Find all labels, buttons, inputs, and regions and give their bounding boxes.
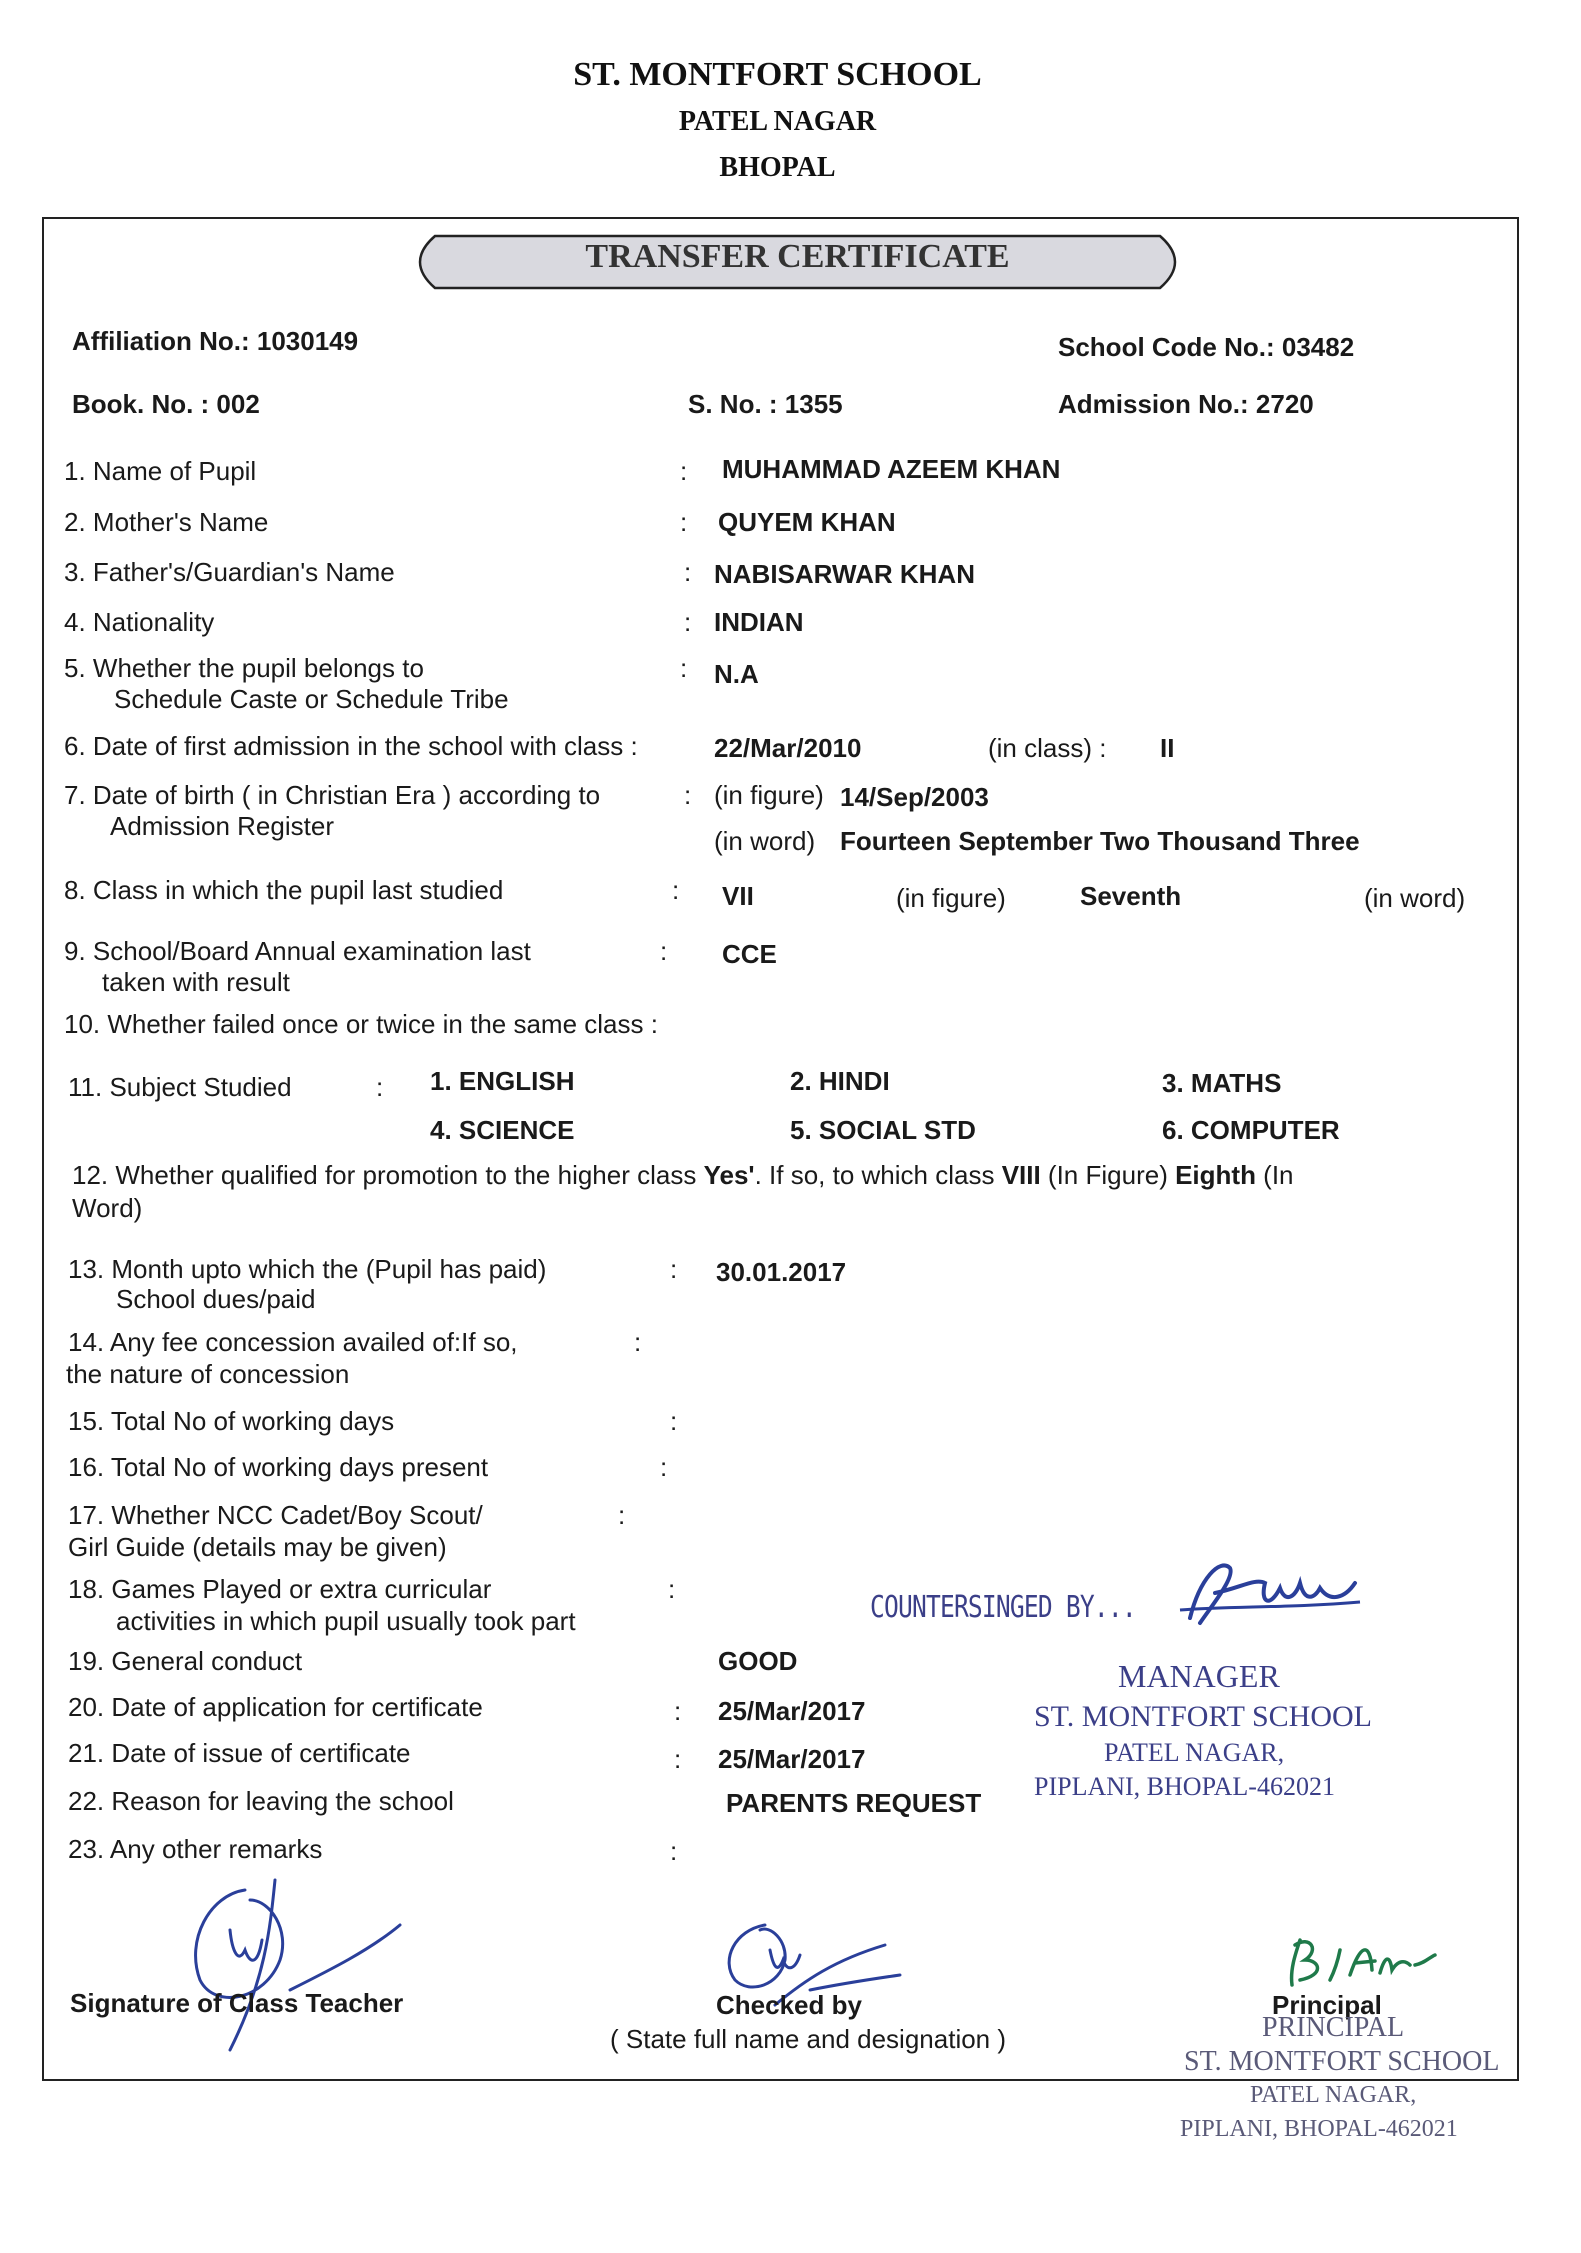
mother-name-value: QUYEM KHAN (718, 507, 896, 537)
principal-stamp-locality: PATEL NAGAR, (1250, 2082, 1417, 2108)
colon: : (618, 1500, 626, 1530)
checked-by-label: Checked by (716, 1990, 862, 2020)
field-9-label-cont: taken with result (102, 967, 290, 997)
pupil-name-value: MUHAMMAD AZEEM KHAN (722, 454, 1061, 484)
field-19-label: 19. General conduct (68, 1646, 303, 1676)
field-14-label-cont: the nature of concession (66, 1359, 350, 1389)
colon: : (376, 1072, 384, 1102)
field-18-label-cont: activities in which pupil usually took part (116, 1606, 576, 1636)
field-13-label-cont: School dues/paid (116, 1284, 316, 1314)
promotion-yes: Yes' (703, 1160, 755, 1190)
subject-item: 3. MATHS (1162, 1068, 1282, 1098)
school-code: School Code No.: 03482 (1058, 332, 1355, 362)
principal-label: Principal (1272, 1990, 1382, 2020)
manager-stamp-locality: PATEL NAGAR, (1104, 1738, 1285, 1767)
colon: : (634, 1327, 642, 1357)
field-17-label-cont: Girl Guide (details may be given) (68, 1532, 447, 1562)
field-14-label: 14. Any fee concession availed of:If so, (68, 1327, 518, 1357)
colon: : (670, 1836, 678, 1866)
field-10-label: 10. Whether failed once or twice in the same class : (64, 1009, 658, 1039)
field-7-label-cont: Admission Register (110, 811, 334, 841)
field-11-label: 11. Subject Studied (68, 1072, 292, 1102)
book-number: Book. No. : 002 (72, 389, 260, 419)
manager-stamp-address: PIPLANI, BHOPAL-462021 (1034, 1772, 1335, 1801)
dob-in-figure-label: (in figure) (714, 780, 824, 810)
subject-item: 6. COMPUTER (1162, 1115, 1340, 1145)
field-6-label: 6. Date of first admission in the school with class : (64, 731, 638, 761)
colon: : (670, 1406, 678, 1436)
dob-figure-value: 14/Sep/2003 (840, 782, 989, 812)
checked-by-note: ( State full name and designation ) (610, 2024, 1007, 2054)
field-23-label: 23. Any other remarks (68, 1834, 323, 1864)
field-9-label: 9. School/Board Annual examination last (64, 936, 531, 966)
manager-stamp-school: ST. MONTFORT SCHOOL (1034, 1700, 1372, 1733)
field-12-label: 12. Whether qualified for promotion to the higher class (72, 1160, 704, 1190)
field-3-label: 3. Father's/Guardian's Name (64, 557, 395, 587)
countersign-signature (1170, 1548, 1370, 1638)
field-13-label: 13. Month upto which the (Pupil has paid) (68, 1254, 547, 1284)
last-class-word: Seventh (1080, 881, 1182, 911)
colon: : (680, 507, 688, 537)
field-8-label: 8. Class in which the pupil last studied (64, 875, 504, 905)
field-4-label: 4. Nationality (64, 607, 215, 637)
colon: : (680, 653, 688, 683)
colon: : (684, 780, 692, 810)
field-12-label-d: (In (1255, 1160, 1294, 1190)
school-locality: PATEL NAGAR (678, 106, 877, 137)
conduct-value: GOOD (718, 1646, 798, 1676)
dues-paid-value: 30.01.2017 (716, 1257, 847, 1287)
application-date-value: 25/Mar/2017 (718, 1696, 866, 1726)
countersigned-stamp: COUNTERSINGED BY... (870, 1590, 1136, 1625)
first-admission-date: 22/Mar/2010 (714, 733, 862, 763)
field-17-label: 17. Whether NCC Cadet/Boy Scout/ (68, 1500, 483, 1530)
colon: : (684, 607, 692, 637)
school-city: BHOPAL (719, 152, 836, 183)
colon: : (672, 875, 680, 905)
field-12-label-b: . If so, to which class (754, 1160, 1002, 1190)
field-21-label: 21. Date of issue of certificate (68, 1738, 411, 1768)
colon: : (660, 1452, 668, 1482)
class-teacher-label: Signature of Class Teacher (70, 1988, 404, 2018)
issue-date-value: 25/Mar/2017 (718, 1744, 866, 1774)
colon: : (680, 456, 688, 486)
dob-word-value: Fourteen September Two Thousand Three (840, 826, 1360, 856)
subject-item: 4. SCIENCE (430, 1115, 575, 1145)
field-15-label: 15. Total No of working days (68, 1406, 395, 1436)
father-name-value: NABISARWAR KHAN (714, 559, 975, 589)
field-18-label: 18. Games Played or extra curricular (68, 1574, 492, 1604)
school-name: ST. MONTFORT SCHOOL (573, 56, 982, 93)
principal-stamp-school: ST. MONTFORT SCHOOL (1184, 2046, 1500, 2077)
promotion-class-word: Eighth (1175, 1160, 1256, 1190)
colon: : (684, 557, 692, 587)
field-20-label: 20. Date of application for certificate (68, 1692, 483, 1722)
dob-in-word-label: (in word) (714, 826, 816, 856)
field-12-text (72, 1160, 1294, 1191)
field-12-line2: Word) (72, 1193, 143, 1223)
field-5-label-cont: Schedule Caste or Schedule Tribe (114, 684, 509, 714)
colon: : (674, 1744, 682, 1774)
last-class-in-figure-label: (in figure) (896, 883, 1006, 913)
nationality-value: INDIAN (714, 607, 804, 637)
affiliation-number: Affiliation No.: 1030149 (72, 326, 359, 356)
exam-result-value: CCE (722, 939, 777, 969)
admission-number: Admission No.: 2720 (1058, 389, 1314, 419)
colon: : (674, 1696, 682, 1726)
field-22-label: 22. Reason for leaving the school (68, 1786, 454, 1816)
in-class-label: (in class) : (988, 733, 1107, 763)
field-1-label: 1. Name of Pupil (64, 456, 257, 486)
colon: : (668, 1574, 676, 1604)
manager-stamp-title: MANAGER (1118, 1658, 1280, 1694)
last-class-figure: VII (722, 881, 754, 911)
certificate-title: TRANSFER CERTIFICATE (585, 238, 1010, 275)
subject-item: 5. SOCIAL STD (790, 1115, 976, 1145)
caste-value: N.A (714, 659, 759, 689)
field-2-label: 2. Mother's Name (64, 507, 269, 537)
field-7-label: 7. Date of birth ( in Christian Era ) according to (64, 780, 601, 810)
field-16-label: 16. Total No of working days present (68, 1452, 489, 1482)
subject-item: 1. ENGLISH (430, 1066, 575, 1096)
class-teacher-signature (170, 1870, 410, 2060)
promotion-class-figure: VIII (1001, 1160, 1041, 1190)
serial-number: S. No. : 1355 (688, 389, 843, 419)
colon: : (670, 1254, 678, 1284)
field-12-label-c: (In Figure) (1040, 1160, 1176, 1190)
subject-item: 2. HINDI (790, 1066, 890, 1096)
principal-stamp-title: PRINCIPAL (1262, 2012, 1405, 2043)
principal-stamp-address: PIPLANI, BHOPAL-462021 (1180, 2116, 1458, 2142)
last-class-in-word-label: (in word) (1364, 883, 1466, 913)
colon: : (660, 936, 668, 966)
field-5-label: 5. Whether the pupil belongs to (64, 653, 424, 683)
principal-signature (1280, 1925, 1440, 1995)
leaving-reason-value: PARENTS REQUEST (726, 1788, 982, 1818)
admission-class-value: II (1160, 733, 1175, 763)
